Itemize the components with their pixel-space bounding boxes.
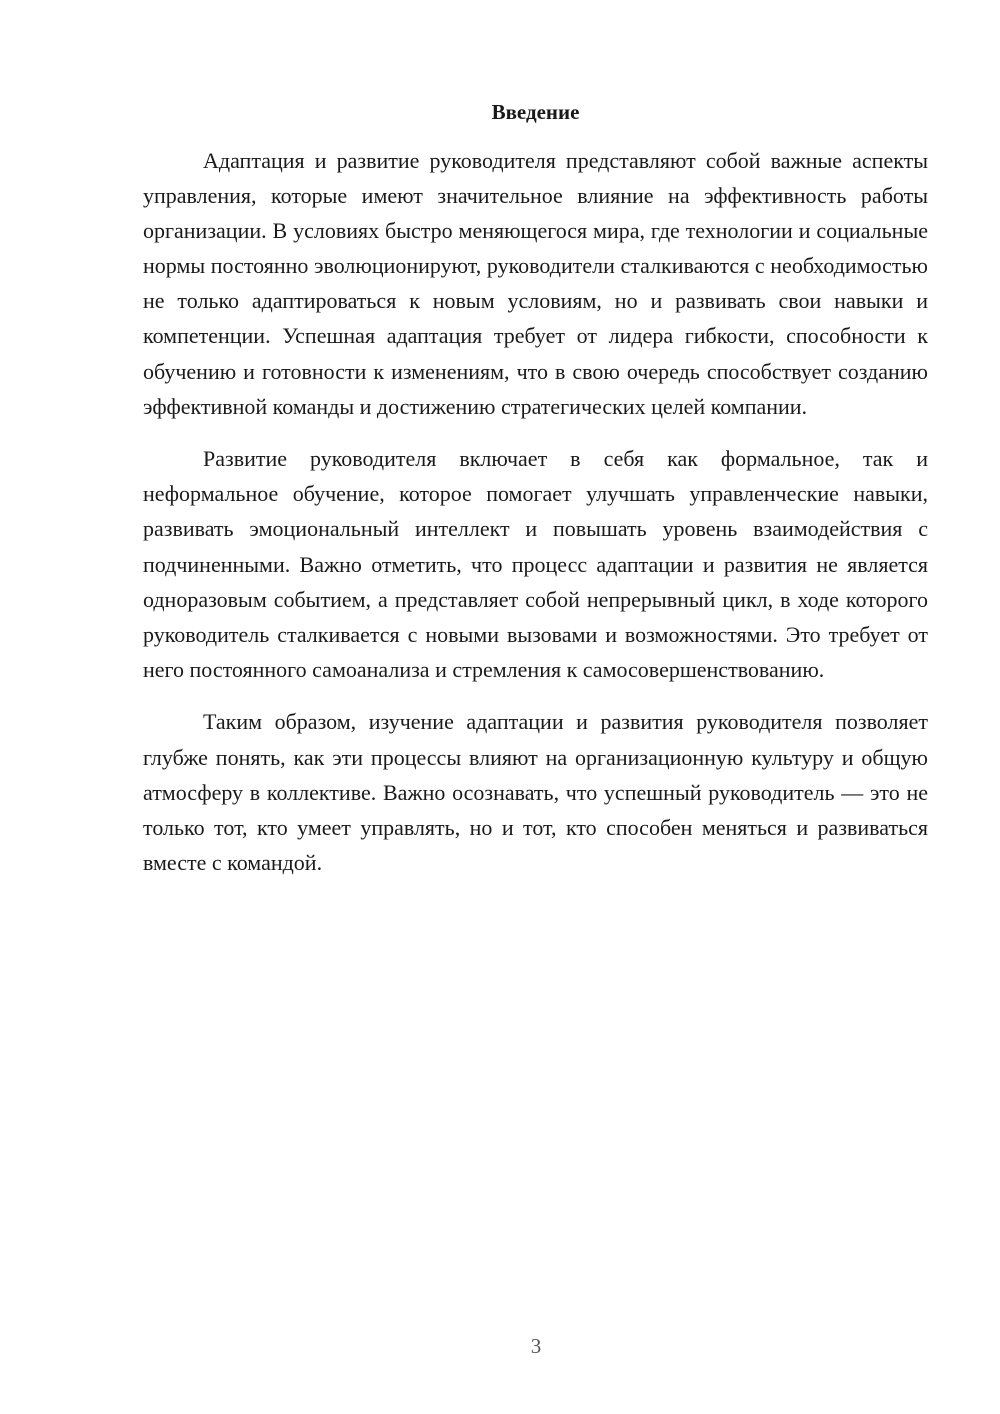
document-body bbox=[143, 143, 928, 897]
page-title: Введение bbox=[491, 100, 580, 124]
paragraph-2: Развитие руководителя включает в себя как формальное, так и неформальное обучение, которое помогает улучшать управленческие навыки, развивать эмоциональный интеллект и повышать уровень взаимодействия с подчиненными. Важно отметить, что процесс адаптации и развития не является одноразовым событием, а представляет собой непрерывный цикл, в ходе которого руководитель сталкивается с новыми вызовами и возможностями. Это требует от него постоянного самоанализа и стремления к самосовершенствованию. bbox=[143, 446, 928, 682]
page-number: 3 bbox=[530, 1334, 542, 1358]
paragraph-3: Таким образом, изучение адаптации и развития руководителя позволяет глубже понять, как эти процессы влияют на организационную культуру и общую атмосферу в коллективе. Важно осознавать, что успешный руководитель — это не только тот, кто умеет управлять, но и тот, кто способен меняться и развиваться вместе с командой. bbox=[143, 709, 928, 875]
paragraph-1: Адаптация и развитие руководителя представляют собой важные аспекты управления, которые имеют значительное влияние на эффективность работы организации. В условиях быстро меняющегося мира, где технологии и социальные нормы постоянно эволюционируют, руководители сталкиваются с необходимостью не только адаптироваться к новым условиям, но и развивать свои навыки и компетенции. Успешная адаптация требует от лидера гибкости, способности к обучению и готовности к изменениям, что в свою очередь способствует созданию эффективной команды и достижению стратегических целей компании. bbox=[143, 148, 928, 419]
